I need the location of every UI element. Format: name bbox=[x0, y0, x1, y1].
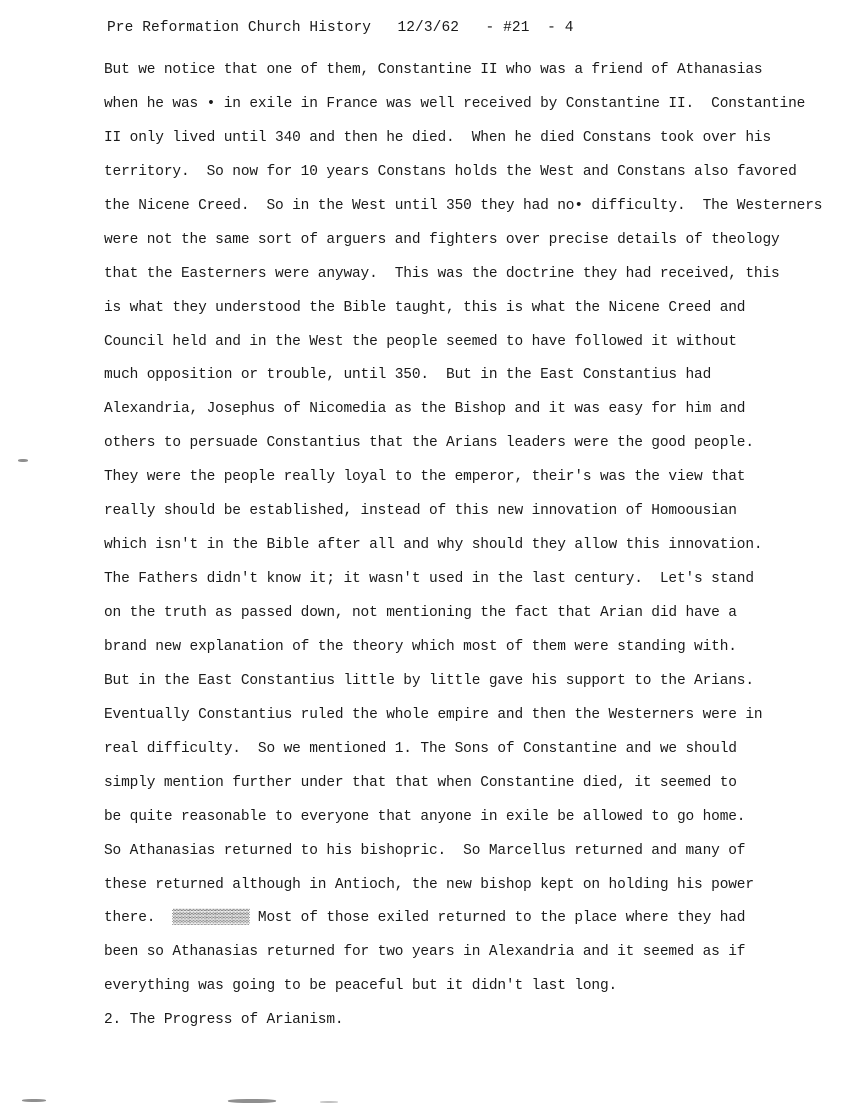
text-line: that the Easterners were anyway. This was the doctrine they had received, this bbox=[104, 265, 780, 282]
text-line: The Fathers didn't know it; it wasn't used in the last century. Let's stand bbox=[104, 571, 754, 588]
text-line: simply mention further under that that when Constantine died, it seemed to bbox=[104, 774, 737, 791]
header-page: - 4 bbox=[547, 20, 574, 36]
scan-artifact-mark bbox=[320, 1101, 338, 1103]
text-line: 2. The Progress of Arianism. bbox=[104, 1012, 344, 1029]
text-line: territory. So now for 10 years Constans holds the West and Constans also favored bbox=[104, 163, 797, 180]
text-line: there. ▒▒▒▒▒▒▒▒▒ Most of those exiled returned to the place where they had bbox=[104, 910, 746, 927]
text-line: Council held and in the West the people seemed to have followed it without bbox=[104, 333, 737, 350]
header-date: 12/3/62 bbox=[397, 20, 460, 36]
text-line: is what they understood the Bible taught, this is what the Nicene Creed and bbox=[104, 299, 746, 316]
text-line: on the truth as passed down, not mentioning the fact that Arian did have a bbox=[104, 605, 737, 621]
margin-smudge-mark bbox=[18, 459, 28, 462]
text-line: II only lived until 340 and then he died. When he died Constans took over his bbox=[104, 129, 772, 146]
text-line: which isn't in the Bible after all and why should they allow this innovation. bbox=[104, 537, 763, 554]
typed-page-body bbox=[104, 58, 824, 1042]
text-line: But we notice that one of them, Constantine II who was a friend of Athanasias bbox=[104, 62, 763, 78]
text-line: when he was • in exile in France was well received by Constantine II. Constantine bbox=[104, 95, 806, 112]
text-line: So Athanasias returned to his bishopric. So Marcellus returned and many of bbox=[104, 842, 746, 859]
text-line: much opposition or trouble, until 350. But in the East Constantius had bbox=[104, 367, 712, 384]
text-line: others to persuade Constantius that the Arians leaders were the good people. bbox=[104, 435, 754, 452]
text-line: real difficulty. So we mentioned 1. The Sons of Constantine and we should bbox=[104, 740, 737, 757]
page-header bbox=[107, 20, 574, 36]
text-line: everything was going to be peaceful but it didn't last long. bbox=[104, 978, 618, 995]
scan-artifact-mark bbox=[22, 1099, 46, 1102]
text-line: been so Athanasias returned for two years in Alexandria and it seemed as if bbox=[104, 944, 746, 961]
header-number: - #21 bbox=[485, 20, 530, 36]
text-line: be quite reasonable to everyone that anyone in exile be allowed to go home. bbox=[104, 808, 746, 825]
text-line: Alexandria, Josephus of Nicomedia as the Bishop and it was easy for him and bbox=[104, 401, 746, 418]
text-line: really should be established, instead of this new innovation of Homoousian bbox=[104, 503, 737, 520]
header-title: Pre Reformation Church History bbox=[107, 20, 372, 36]
text-line: brand new explanation of the theory which most of them were standing with. bbox=[104, 638, 737, 655]
text-line: They were the people really loyal to the emperor, their's was the view that bbox=[104, 469, 746, 486]
text-line: were not the same sort of arguers and fighters over precise details of theology bbox=[104, 231, 780, 248]
scan-artifact-mark bbox=[228, 1099, 276, 1103]
text-line: these returned although in Antioch, the new bishop kept on holding his power bbox=[104, 876, 754, 893]
text-line: Eventually Constantius ruled the whole empire and then the Westerners were in bbox=[104, 706, 763, 723]
text-line: the Nicene Creed. So in the West until 350 they had no• difficulty. The Westerners bbox=[104, 197, 823, 214]
text-line: But in the East Constantius little by little gave his support to the Arians. bbox=[104, 672, 754, 689]
